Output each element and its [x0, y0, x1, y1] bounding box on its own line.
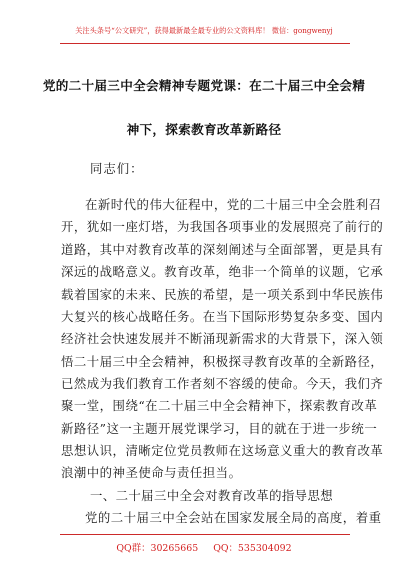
paragraph-line: 载着国家的未来、民族的希望，是一项关系到中华民族伟	[61, 287, 384, 302]
paragraph-line: 开，犹如一座灯塔，为我国各项事业的发展照亮了前行的	[61, 219, 384, 234]
qq-number: QQ：535304092	[213, 543, 292, 554]
paragraph-line: 聚一堂，围绕“在二十届三中全会精神下，探索教育改革	[61, 398, 378, 413]
paragraph-line: 大复兴的核心战略任务。在当下国际形势复杂多变、国内	[61, 309, 384, 324]
salutation: 同志们：	[90, 161, 144, 176]
qq-group-number: QQ群：30265665	[116, 543, 199, 554]
paragraph-line: 悟二十届三中全会精神，积极探寻教育改革的全新路径，	[61, 354, 384, 369]
document-title-line-2: 神下，探索教育改革新路径	[126, 122, 282, 137]
section-first-line: 党的二十届三中全会站在国家发展全局的高度，着重	[85, 510, 382, 525]
paragraph-line: 浪潮中的神圣使命与责任担当。	[61, 465, 242, 480]
paragraph-line: 新路径”这一主题开展党课学习，目的就在于进一步统一	[61, 421, 378, 436]
footer-contact	[0, 540, 408, 554]
header-notice: 关注头条号“公文研究”，获得最新最全最专业的公文资料库！ 微信：gongwenyj	[75, 26, 333, 35]
paragraph-line: 在新时代的伟大征程中，党的二十届三中全会胜利召	[85, 197, 382, 212]
paragraph-line: 已然成为我们教育工作者刻不容缓的使命。今天，我们齐	[61, 376, 384, 391]
footer-divider	[60, 534, 350, 535]
document-title-line-1: 党的二十届三中全会精神专题党课：在二十届三中全会精	[42, 78, 366, 93]
paragraph-line: 思想认识，清晰定位党员教师在这场意义重大的教育改革	[61, 443, 384, 458]
paragraph-line: 深远的战略意义。教育改革，绝非一个简单的议题，它承	[61, 264, 384, 279]
paragraph-line: 道路，其中对教育改革的深刻阐述与全面部署，更是具有	[61, 242, 384, 257]
header-divider	[60, 43, 350, 44]
paragraph-line: 经济社会快速发展并不断涌现新需求的大背景下，深入领	[61, 331, 384, 346]
section-heading: 一、二十届三中全会对教育改革的指导思想	[90, 488, 334, 503]
